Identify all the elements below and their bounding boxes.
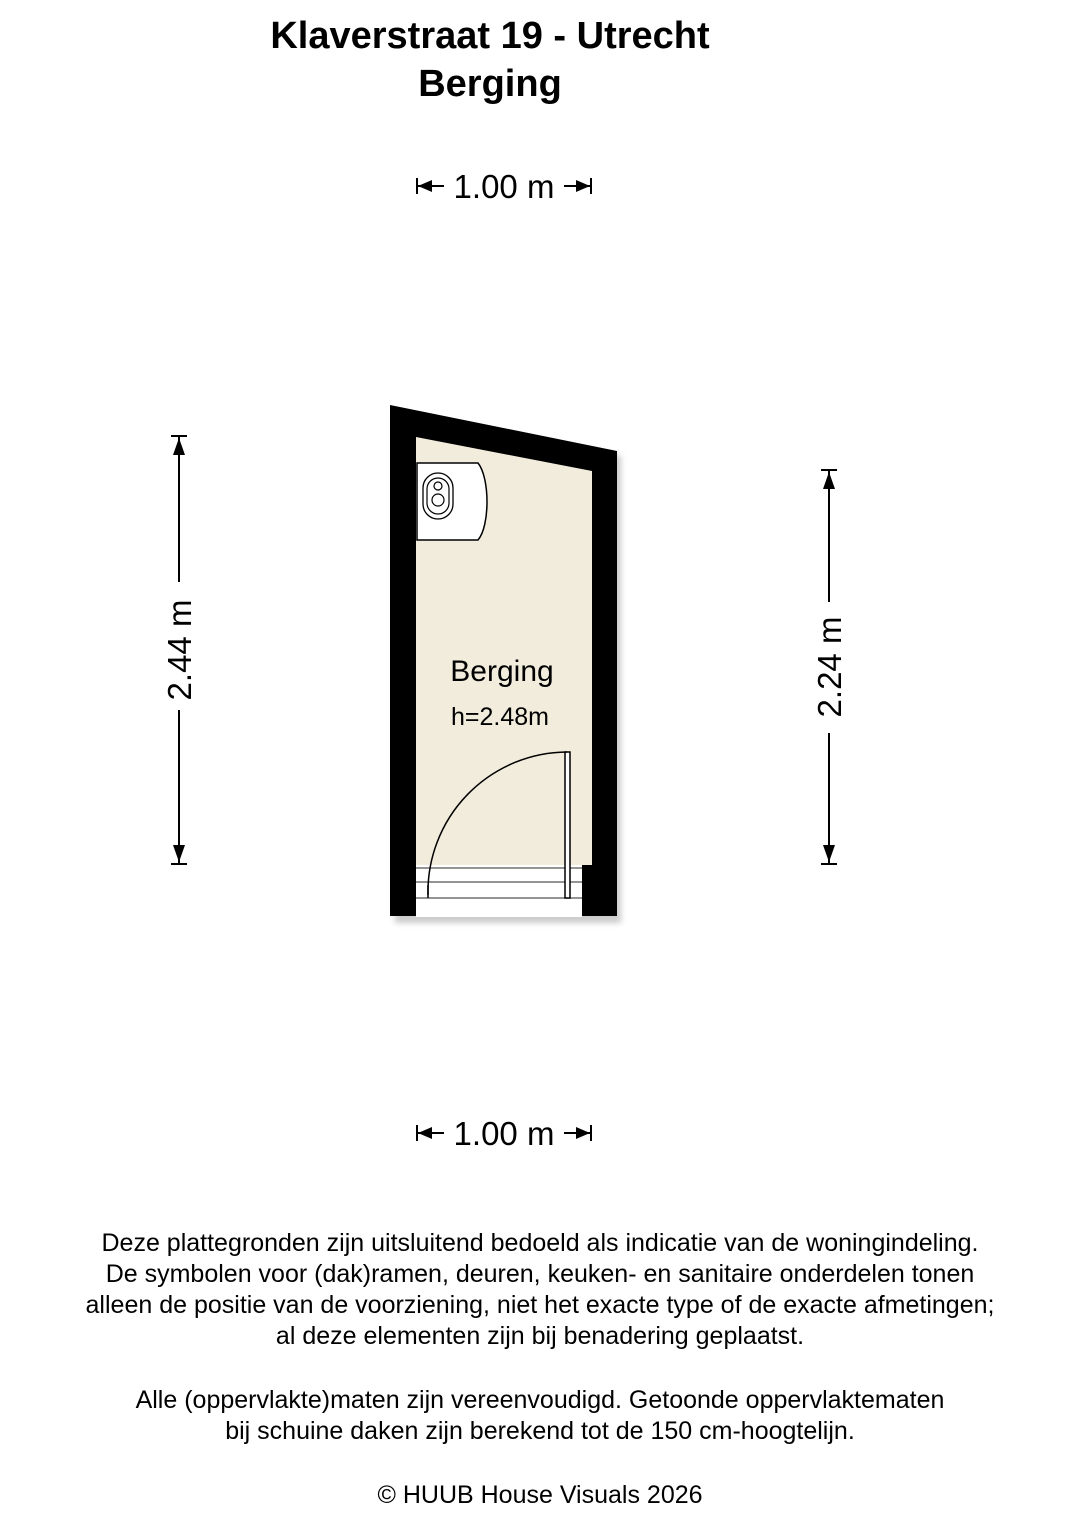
dimension-top-label: 1.00 m bbox=[453, 168, 555, 205]
dimension-right bbox=[811, 470, 848, 864]
disclaimer-line: alleen de positie van de voorziening, niet het exacte type of de exacte afmetingen; bbox=[85, 1291, 995, 1319]
plan-title-floor: Berging bbox=[418, 63, 562, 105]
sink-icon bbox=[417, 463, 487, 540]
dimension-left-label: 2.44 m bbox=[161, 599, 198, 701]
disclaimer-line: Deze plattegronden zijn uitsluitend bedoeld als indicatie van de woningindeling. bbox=[101, 1229, 979, 1257]
disclaimer-line: bij schuine daken zijn berekend tot de 150 cm-hoogtelijn. bbox=[225, 1417, 855, 1445]
disclaimer-paragraph-1 bbox=[0, 1228, 1080, 1352]
door-leaf bbox=[565, 752, 570, 898]
door-opening bbox=[416, 865, 582, 917]
dimension-bottom-label: 1.00 m bbox=[453, 1115, 555, 1152]
dimension-bottom bbox=[417, 1115, 591, 1152]
disclaimer-paragraph-2 bbox=[0, 1385, 1080, 1447]
disclaimer-line: al deze elementen zijn bij benadering geplaatst. bbox=[275, 1322, 805, 1350]
dimension-left bbox=[161, 436, 198, 864]
copyright-notice: © HUUB House Visuals 2026 bbox=[377, 1481, 703, 1509]
dimension-right-label: 2.24 m bbox=[811, 616, 848, 718]
room-height-label: h=2.48m bbox=[451, 703, 549, 731]
disclaimer-line: Alle (oppervlakte)maten zijn vereenvoudigd. Getoonde oppervlaktematen bbox=[135, 1386, 945, 1414]
room-label: Berging bbox=[450, 655, 554, 688]
room-berging bbox=[390, 405, 621, 923]
dimension-top bbox=[417, 168, 591, 205]
plan-title-address: Klaverstraat 19 - Utrecht bbox=[270, 15, 710, 57]
disclaimer-line: De symbolen voor (dak)ramen, deuren, keuken- en sanitaire onderdelen tonen bbox=[105, 1260, 975, 1288]
